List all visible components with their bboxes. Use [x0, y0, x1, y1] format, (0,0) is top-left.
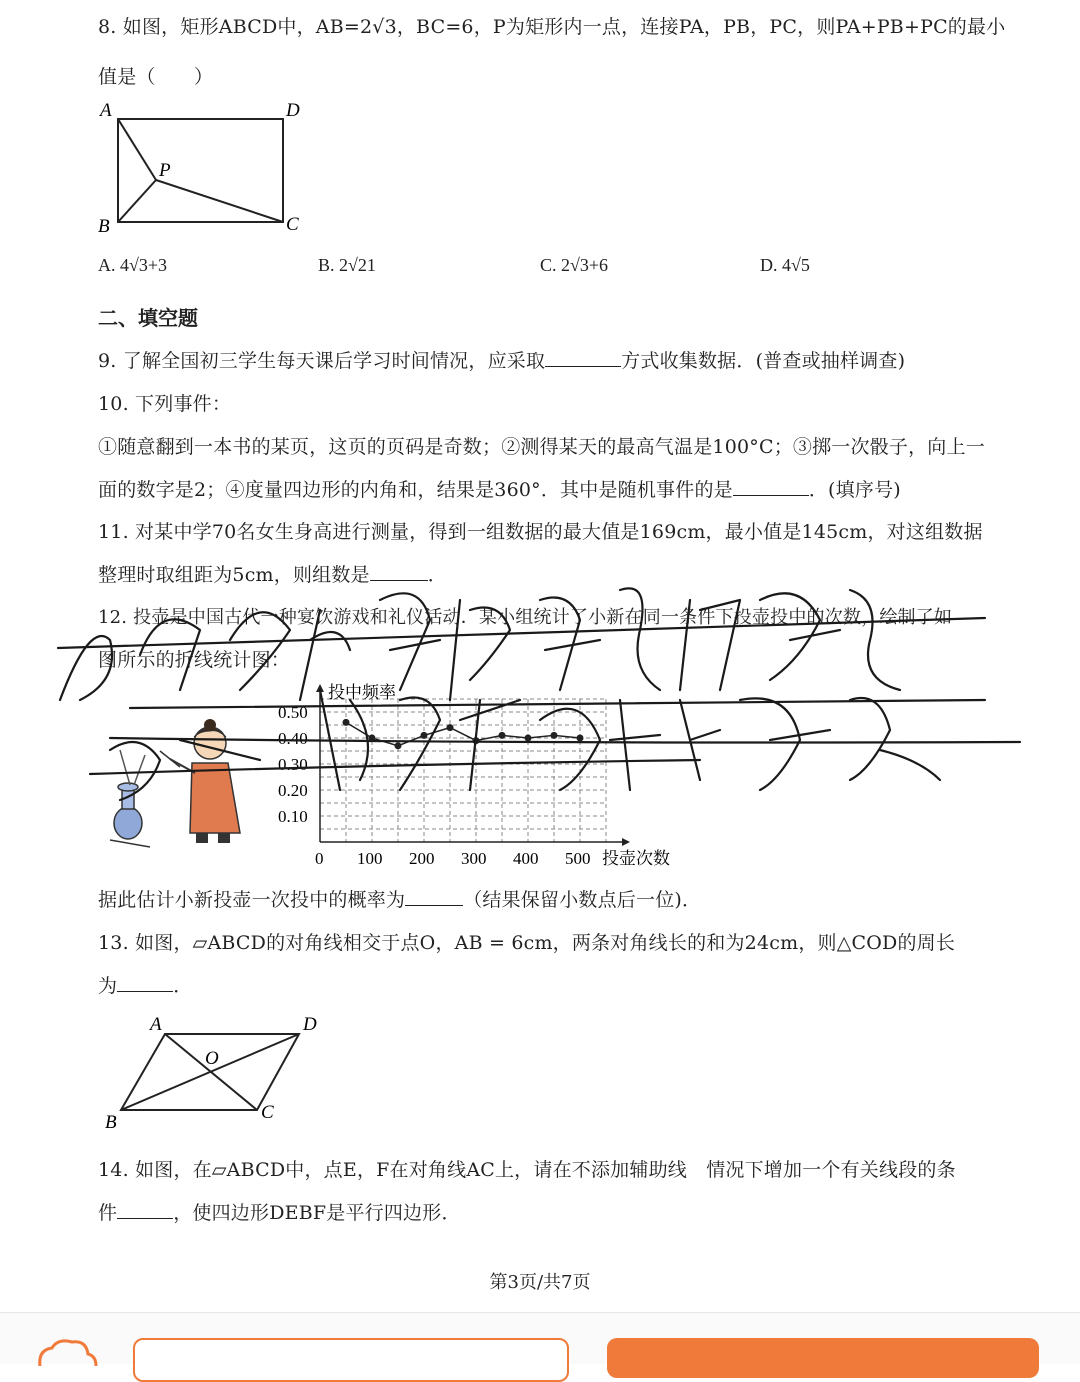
q11-line2-pre: 整理时取组距为5cm，则组数是	[98, 564, 370, 586]
q8-choice-b[interactable]: B. 2√21	[318, 255, 376, 275]
label-C: C	[286, 214, 299, 235]
q14-line2	[98, 1198, 461, 1225]
label-D: D	[303, 1014, 317, 1035]
q11-line1: 11. 对某中学70名女生身高进行测量，得到一组数据的最大值是169cm，最小值是145cm，对这组数据	[98, 521, 983, 543]
q10-line2: ①随意翻到一本书的某页，这页的页码是奇数；②测得某天的最高气温是100°C；③掷一次骰子，向上一	[98, 436, 985, 458]
q10-line1: 10. 下列事件：	[98, 393, 232, 415]
q8-choice-d[interactable]: D. 4√5	[760, 255, 810, 275]
chart-grid	[320, 699, 606, 842]
data-point	[525, 735, 532, 742]
y-tick-label: 0.50	[278, 703, 308, 722]
chart-ticks	[278, 703, 591, 868]
data-point	[577, 735, 584, 742]
x-tick-label: 300	[461, 849, 487, 868]
series-line	[346, 722, 580, 745]
y-tick-label: 0.20	[278, 781, 308, 800]
x-tick-label: 100	[357, 849, 383, 868]
q8-choice-c[interactable]: C. 2√3+6	[540, 255, 609, 275]
q9-blank[interactable]	[545, 348, 621, 367]
q10-line3-post: ．(填序号)	[808, 479, 901, 501]
q8-line1: 8. 如图，矩形ABCD中，AB=2√3，BC=6，P为矩形内一点，连接PA，PB，PC，则PA+PB+PC的最小	[98, 16, 1006, 38]
x-tick-label: 0	[315, 849, 324, 868]
q9-post: 方式收集数据．(普查或抽样调查)	[621, 350, 906, 372]
q8-choice-a[interactable]: A. 4√3+3	[98, 255, 168, 275]
data-point	[421, 732, 428, 739]
data-point	[343, 719, 350, 726]
x-tick-label: 400	[513, 849, 539, 868]
q13-line1	[98, 928, 955, 955]
q13-line2-pre: 为	[98, 975, 118, 997]
q13-pre: 13. 如图，	[98, 932, 193, 954]
label-P: P	[159, 160, 171, 181]
q14-blank[interactable]	[117, 1200, 173, 1219]
q11-line2	[98, 560, 447, 587]
q8-rectangle-figure	[90, 92, 320, 242]
data-point	[551, 732, 558, 739]
label-A: A	[100, 100, 112, 121]
label-O: O	[205, 1048, 219, 1069]
data-point	[499, 732, 506, 739]
q9-pre: 9. 了解全国初三学生每天课后学习时间情况，应采取	[98, 350, 546, 372]
q8-line2: 值是（ ）	[98, 66, 214, 88]
q9-line	[98, 346, 905, 373]
q12-blank[interactable]	[405, 887, 463, 906]
label-C: C	[261, 1102, 274, 1123]
q13-line2-post: ．	[173, 975, 193, 997]
y-axis-arrow	[316, 684, 324, 692]
cloud-icon[interactable]	[30, 1336, 100, 1366]
q12-line3	[98, 885, 701, 912]
label-D: D	[286, 100, 300, 121]
q12-line1: 12. 投壶是中国古代一种宴饮游戏和礼仪活动．某小组统计了小新在同一条件下投壶投中的次数，绘制了如	[98, 607, 953, 628]
q11-blank[interactable]	[370, 562, 428, 581]
q14-line1: 14. 如图，在▱ABCD中，点E，F在对角线AC上，请在不添加辅助线 情况下增加一个有关线段的条	[98, 1159, 956, 1181]
q11-line2-post: ．	[427, 564, 447, 586]
x-tick-label: 500	[565, 849, 591, 868]
label-B: B	[98, 216, 110, 237]
q10-line3-pre: 面的数字是2；④度量四边形的内角和，结果是360°．其中是随机事件的是	[98, 479, 733, 501]
label-B: B	[105, 1112, 117, 1133]
q10-blank[interactable]	[733, 477, 809, 496]
data-point	[395, 742, 402, 749]
archer-illustration	[100, 715, 260, 850]
q13-parallelogram-figure	[95, 1010, 335, 1140]
q13-mid: ▱ABCD的对角线相交于点O，AB = 6cm，两条对角线长的和为24cm，则△COD的周长	[192, 932, 956, 954]
x-axis-arrow	[622, 838, 630, 846]
q14-line2-pre: 件	[98, 1202, 118, 1224]
y-tick-label: 0.40	[278, 729, 308, 748]
section-title: 二、填空题	[98, 306, 198, 330]
q13-line2	[98, 971, 192, 998]
y-tick-label: 0.10	[278, 807, 308, 826]
q12-line3-pre: 据此估计小新投壶一次投中的概率为	[98, 889, 406, 911]
primary-action-button[interactable]	[607, 1338, 1039, 1378]
data-point	[369, 735, 376, 742]
x-axis-label: 投壶次数	[602, 849, 670, 868]
x-tick-label: 200	[409, 849, 435, 868]
q12-line2: 图所示的折线统计图：	[98, 649, 291, 671]
q10-line3	[98, 475, 901, 502]
line-chart	[270, 678, 690, 878]
page-number: 第3页/共7页	[489, 1272, 591, 1293]
q13-blank[interactable]	[117, 973, 173, 992]
data-point	[447, 724, 454, 731]
data-point	[473, 737, 480, 744]
q14-line2-post: ，使四边形DEBF是平行四边形．	[173, 1202, 461, 1224]
label-A: A	[150, 1014, 162, 1035]
y-tick-label: 0.30	[278, 755, 308, 774]
secondary-action-button[interactable]	[133, 1338, 569, 1382]
y-axis-label: 投中频率	[328, 683, 396, 702]
q12-line3-post: （结果保留小数点后一位)．	[463, 889, 702, 911]
